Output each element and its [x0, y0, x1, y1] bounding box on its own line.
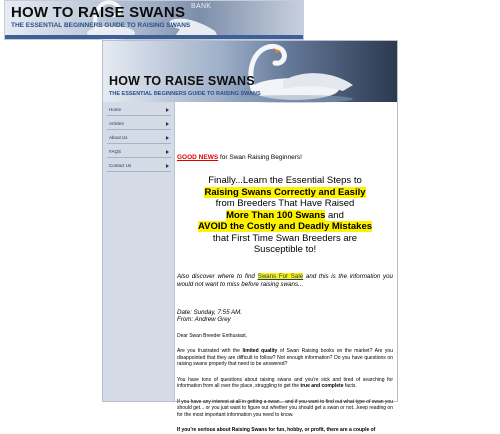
headline-line: from Breeders That Have Raised: [215, 198, 355, 209]
sidebar-nav: [103, 102, 175, 401]
sidebar-item-about-us[interactable]: [107, 133, 171, 144]
watermark: BANK: [191, 3, 212, 10]
paragraph-text: facts.: [343, 383, 357, 389]
banner-subtitle: THE ESSENTIAL BEGINNERS GUIDE TO RAISING SWANS: [11, 22, 191, 29]
paragraph-4: [177, 427, 393, 434]
paragraph-1: [177, 348, 393, 368]
header-subtitle: THE ESSENTIAL BEGINNERS GUIDE TO RAISING SWANS: [109, 91, 261, 97]
arrow-right-icon: [166, 108, 169, 112]
sidebar-item-home[interactable]: [107, 105, 171, 116]
letter-from: From: Andrew Grey: [177, 316, 231, 323]
arrow-right-icon: [166, 136, 169, 140]
top-banner: [4, 0, 304, 40]
paragraph-text: of Swan Raising books on the market? Are you disappointed that they are difficult to follow? Not enough information? Do you have questions on raising swans properly that need to be answered?: [177, 348, 393, 367]
headline-line: and: [325, 209, 344, 221]
intro-line: [177, 154, 393, 161]
main-content: [177, 102, 393, 434]
paragraph-text: Are you frustrated with the: [177, 348, 243, 354]
good-news-label: GOOD NEWS: [177, 154, 219, 161]
arrow-right-icon: [166, 150, 169, 154]
also-text: Also discover where to find: [177, 272, 258, 280]
paragraph-bold: If you're serious about Raising Swans for fun, hobby, or profit, there are a couple of: [177, 427, 376, 433]
greeting: Dear Swan Breeder Enthusiast,: [177, 332, 248, 339]
paragraph-bold: limited quality: [242, 348, 278, 354]
headline-highlight: Raising Swans Correctly and Easily: [204, 186, 366, 198]
headline-line: Finally...Learn the Essential Steps to: [208, 175, 362, 186]
sidebar-item-label: FAQS: [109, 149, 122, 154]
headline: [177, 175, 393, 256]
headline-line: that First Time Swan Breeders are: [212, 232, 358, 244]
also-text: and this is the information you would not want to miss before raising swans...: [177, 272, 393, 288]
headline-highlight: AVOID the Costly and Deadly Mistakes: [197, 221, 373, 232]
paragraph-bold: true and complete: [300, 383, 344, 389]
letter-date: Date: Sunday, 7:55 AM.: [177, 308, 243, 316]
paragraph-2: [177, 377, 393, 390]
banner-title: HOW TO RAISE SWANS: [11, 4, 186, 21]
sidebar-item-contact-us[interactable]: [107, 161, 171, 172]
sidebar-item-articles[interactable]: [107, 119, 171, 130]
arrow-right-icon: [166, 122, 169, 126]
intro-text: for Swan Raising Beginners!: [218, 154, 302, 161]
arrow-right-icon: [166, 164, 169, 168]
paragraph-text: You have tons of questions about raising swans and you're sick and tired of searching for information from all over the place, struggling to get the: [177, 376, 393, 389]
banner-strip: [5, 35, 303, 39]
paragraph-3: If you have any interest at all in getting a swan... and if you want to find out what type of swan you should get... or you just want to figure out whether you should get a swan or not...keep reading on for the most important information you need to know.: [177, 398, 393, 418]
sidebar-item-label: Contact Us: [109, 163, 132, 168]
letter-meta: [177, 309, 393, 324]
also-discover-paragraph: [177, 273, 393, 289]
sidebar-item-label: About Us: [109, 135, 128, 140]
sidebar-item-label: Home: [109, 107, 122, 112]
site-header: [103, 41, 397, 102]
main-page: [102, 40, 398, 433]
sidebar-item-faqs[interactable]: [107, 147, 171, 158]
headline-line: Susceptible to!: [253, 244, 317, 255]
header-title: HOW TO RAISE SWANS: [109, 74, 255, 88]
headline-highlight: More Than 100 Swans: [226, 209, 326, 221]
sidebar-item-label: Articles: [109, 121, 124, 126]
swans-for-sale-link[interactable]: Swans For Sale: [257, 272, 304, 280]
